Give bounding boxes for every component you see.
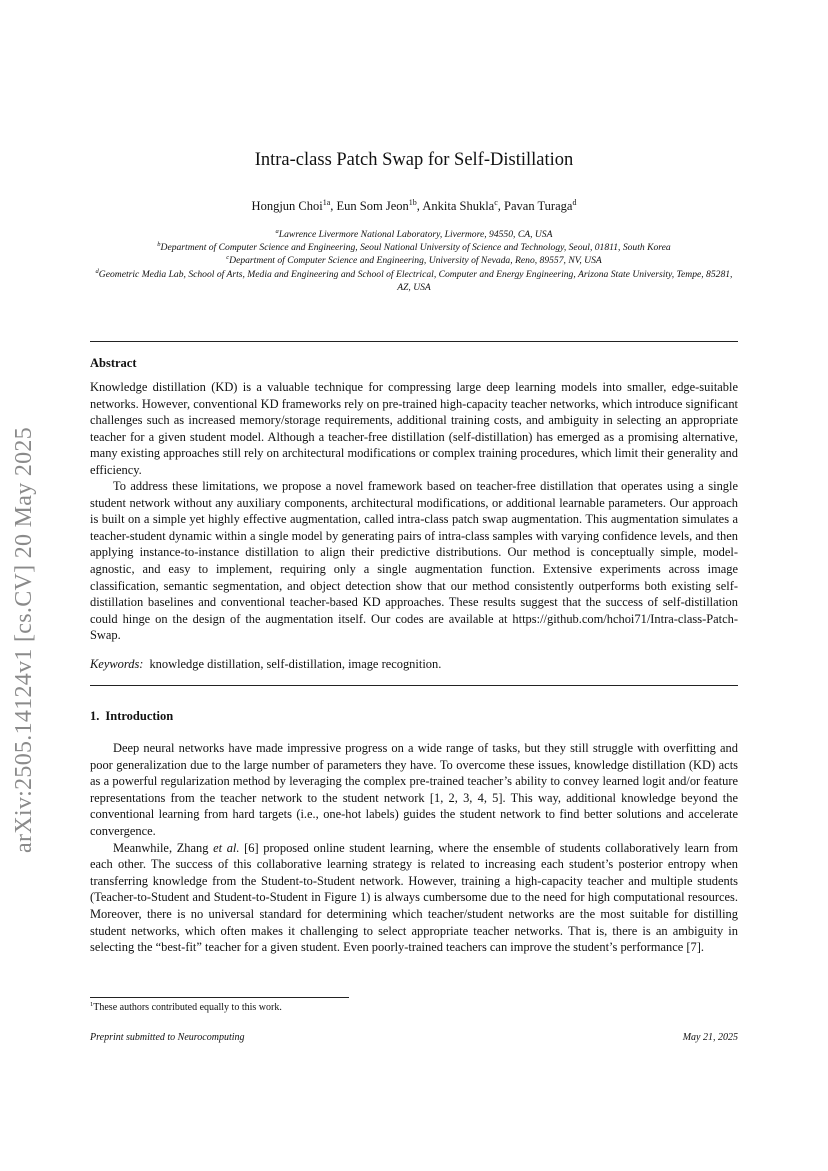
footnote-mark: 1 — [90, 1001, 94, 1008]
citation-etal: et al. — [213, 840, 240, 855]
abstract-paragraph: To address these limitations, we propose a novel framework based on teacher-free distillation that operates using a single student network without any auxiliary components, architectural modifications, or additional learnable parameters. Our approach is built on a simple yet highly effective augmentation, called intra-class patch swap augmentation. This augmentation simulates a teacher-student dynamic within a single model by generating pairs of intra-class samples with varying confidence levels, and then applying instance-to-instance distillation to align their predictive distributions. Our method is conceptually simple, model-agnostic, and easy to implement, requiring only a single augmentation function. Extensive experiments across image classification, semantic segmentation, and object detection show that our method consistently outperforms both existing self-distillation baselines and conventional teacher-based KD approaches. These results suggest that the success of self-distillation could hinge on the design of the augmentation itself. Our codes are available at https://github.com/hchoi71/Intra-class-Patch-Swap. — [90, 479, 738, 643]
affiliation-list — [90, 228, 738, 294]
section-title: Introduction — [105, 709, 174, 723]
author-name: Pavan Turaga — [504, 199, 573, 213]
affiliation-mark: d — [95, 267, 99, 275]
affiliation-text: Lawrence Livermore National Laboratory, Livermore, 94550, CA, USA — [278, 229, 553, 240]
affiliation — [90, 228, 738, 241]
footnote-text: These authors contributed equally to this work. — [93, 1002, 282, 1013]
body-paragraph — [90, 840, 738, 956]
affiliation-text: Department of Computer Science and Engineering, University of Nevada, Reno, 89557, NV, USA — [229, 255, 602, 267]
introduction-body — [90, 740, 738, 956]
author-separator: , — [330, 199, 337, 213]
footnote-rule — [90, 997, 349, 998]
author — [252, 199, 337, 213]
keywords-line — [90, 657, 738, 672]
author-affiliation-mark: d — [572, 198, 577, 207]
affiliation-mark: c — [226, 254, 230, 262]
abstract-heading: Abstract — [90, 356, 137, 370]
author-name: Hongjun Choi — [251, 199, 323, 213]
footer-journal: Preprint submitted to Neurocomputing — [90, 1032, 245, 1043]
author-separator: , — [416, 199, 423, 213]
author-affiliation-mark: 1a — [322, 198, 331, 207]
affiliation-text: Department of Computer Science and Engineering, Seoul National University of Science and Technology, Seoul, 01811, South Korea — [160, 242, 671, 254]
affiliation-mark: a — [275, 228, 279, 235]
keywords-text: knowledge distillation, self-distillation, image recognition. — [149, 657, 442, 671]
arxiv-identifier-stamp: arXiv:2505.14124v1 [cs.CV] 20 May 2025 — [11, 426, 37, 853]
body-text: [6] proposed online student learning, where the ensemble of students collaboratively learn from each other. The success of this collaborative learning strategy is related to increasing each student’s posterior entropy when transferring knowledge from the Student-to-Student network. However, training a high-capacity teacher and multiple students (Teacher-to-Student and Student-to-Student in Figure 1) is always cumbersome due to the need for high computational resources. Moreover, there is no universal standard for determining which teacher/student networks are the most suitable for distilling student networks, which often makes it challenging to select appropriate teacher networks. That is, there is an ambiguity in selecting the “best-fit” teacher for a given student. Even poorly-trained teachers can improve the student’s performance [7]. — [90, 840, 739, 955]
author-affiliation-mark: c — [494, 198, 498, 207]
affiliation — [90, 268, 738, 294]
abstract-paragraph: Knowledge distillation (KD) is a valuable technique for compressing large deep learning models into smaller, edge-suitable networks. However, conventional KD frameworks rely on pre-trained high-capacity teacher networks, which introduce significant challenges such as increased memory/storage requirements, additional training costs, and ambiguity in selecting an appropriate teacher for a given student model. Although a teacher-free distillation (self-distillation) has emerged as a promising alternative, many existing approaches still rely on architectural modifications or complex training procedures, which limit their generality and efficiency. — [90, 380, 738, 477]
affiliation — [90, 254, 738, 267]
section-number: 1. — [90, 709, 100, 723]
affiliation-mark: b — [157, 241, 161, 249]
footnote — [90, 1002, 282, 1013]
author — [504, 199, 576, 213]
author-affiliation-mark: 1b — [408, 198, 417, 207]
author-separator: , — [497, 199, 505, 213]
paper-title: Intra-class Patch Swap for Self-Distillation — [254, 150, 574, 170]
section-heading — [90, 709, 173, 724]
body-paragraph: Deep neural networks have made impressive progress on a wide range of tasks, but they still struggle with overfitting and poor generalization due to the large number of parameters they have. To overcome these issues, knowledge distillation (KD) acts as a powerful regularization method by leveraging the complex pre-trained teacher’s ability to convey learned logit and/or feature representations from the teacher network to the student network [1, 2, 3, 4, 5]. This way, additional knowledge beyond the conventional learning from hard targets (i.e., one-hot labels) guides the student network to find better solutions and accelerate convergence. — [90, 741, 738, 838]
body-text: Meanwhile, Zhang — [113, 840, 214, 855]
abstract-bottom-rule — [90, 685, 738, 686]
author — [422, 199, 504, 213]
author — [337, 199, 423, 213]
author-name: Eun Som Jeon — [336, 199, 409, 213]
affiliation — [90, 241, 738, 254]
keywords-label: Keywords: — [90, 657, 144, 671]
abstract-body — [90, 379, 738, 644]
author-list — [90, 199, 738, 214]
footer-date: May 21, 2025 — [682, 1032, 738, 1043]
affiliation-text: Geometric Media Lab, School of Arts, Media and Engineering and School of Electrical, Computer and Energy Engineering, Arizona State University, Tempe, 85281, AZ, USA — [98, 268, 733, 293]
abstract-top-rule — [90, 341, 738, 342]
author-name: Ankita Shukla — [422, 199, 495, 213]
